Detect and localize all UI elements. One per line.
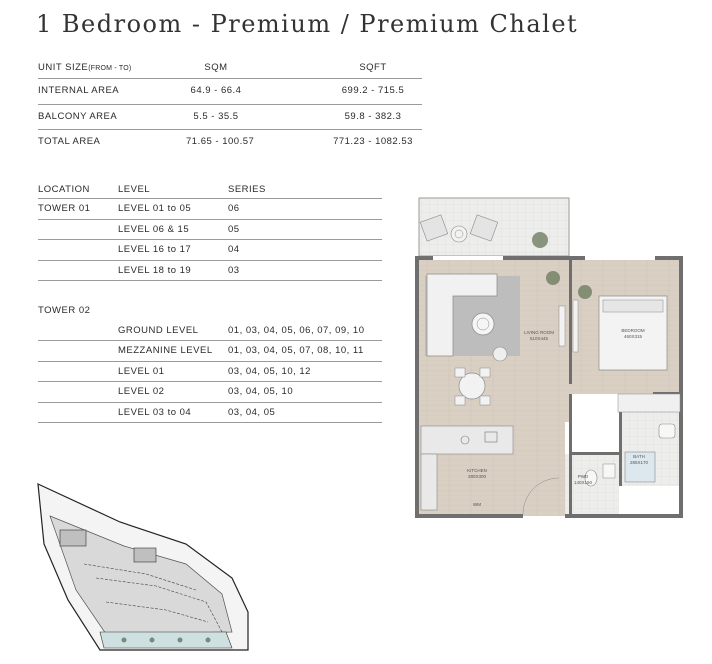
- level-value: MEZZANINE LEVEL: [118, 345, 213, 356]
- table-row: [38, 261, 382, 282]
- series-value: 01, 03, 04, 05, 06, 07, 09, 10: [228, 324, 365, 336]
- table-row: [38, 403, 382, 424]
- table-row: [38, 240, 382, 261]
- series-value: 03: [228, 264, 240, 276]
- sqft-header: SQFT: [359, 62, 387, 73]
- sqm-value: 5.5 - 35.5: [193, 110, 239, 122]
- sqft-value: 771.23 - 1082.53: [333, 136, 413, 147]
- floor-plan: [413, 196, 685, 518]
- tower-02-heading-row: [38, 301, 382, 321]
- table-row: [38, 382, 382, 403]
- pwd-label: PWD: [577, 474, 589, 479]
- pwd-dims: 140X150: [573, 480, 593, 485]
- unit-size-note: (FROM - TO): [88, 65, 132, 72]
- level-header-label: LEVEL: [118, 184, 151, 195]
- balcony-area-row: [38, 105, 422, 131]
- level-value: LEVEL 01 to 05: [118, 203, 192, 214]
- series-value: 03, 04, 05, 10, 12: [228, 365, 311, 377]
- table-row: [38, 199, 382, 220]
- level-value: GROUND LEVEL: [118, 324, 199, 336]
- level-value: LEVEL 02: [118, 386, 165, 397]
- kitchen-label: KITCHEN: [467, 468, 487, 473]
- location-header-label: LOCATION: [38, 184, 90, 195]
- bath-dims: 285X170: [629, 460, 649, 465]
- sqm-value: 71.65 - 100.57: [186, 136, 255, 147]
- level-value: LEVEL 16 to 17: [118, 244, 192, 255]
- living-room-label: LIVING ROOM: [523, 330, 555, 335]
- series-value: 03, 04, 05: [228, 406, 276, 418]
- internal-area-row: [38, 79, 422, 105]
- unit-size-header-label: UNIT SIZE(FROM - TO): [38, 62, 132, 73]
- table-row: [38, 341, 382, 362]
- unit-size-table: [38, 58, 422, 155]
- level-value: LEVEL 06 & 15: [118, 223, 190, 235]
- bath-label: BATH: [633, 454, 645, 459]
- table-row: [38, 321, 382, 342]
- bedroom-label: BEDROOM: [621, 328, 645, 333]
- location-table: [38, 180, 382, 423]
- sqm-value: 64.9 - 66.4: [190, 85, 242, 96]
- series-value: 06: [228, 203, 240, 214]
- table-row: [38, 362, 382, 383]
- living-room-dims: 510X445: [529, 336, 549, 341]
- tower-name: TOWER 01: [38, 203, 91, 214]
- table-row: [38, 220, 382, 241]
- site-plan: [36, 482, 256, 654]
- location-header: [38, 180, 382, 199]
- row-label: TOTAL AREA: [38, 136, 101, 147]
- series-value: 05: [228, 223, 240, 235]
- total-area-row: [38, 130, 422, 155]
- row-label: BALCONY AREA: [38, 110, 118, 122]
- sqft-value: 699.2 - 715.5: [341, 85, 405, 96]
- tower-name: TOWER 02: [38, 305, 91, 316]
- series-value: 01, 03, 04, 05, 07, 08, 10, 11: [228, 345, 364, 356]
- balcony: [419, 198, 569, 256]
- page-title: 1 Bedroom - Premium / Premium Chalet: [36, 10, 579, 38]
- level-value: LEVEL 18 to 19: [118, 264, 192, 276]
- sqm-header: SQM: [204, 62, 228, 73]
- wm-label: WM: [473, 502, 481, 507]
- bedroom-dims: 460X315: [623, 334, 643, 339]
- unit-size-header: [38, 58, 422, 79]
- series-value: 03, 04, 05, 10: [228, 386, 294, 397]
- level-value: LEVEL 01: [118, 365, 165, 377]
- sqft-value: 59.8 - 382.3: [344, 110, 402, 122]
- level-value: LEVEL 03 to 04: [118, 406, 192, 418]
- row-label: INTERNAL AREA: [38, 85, 120, 96]
- series-header-label: SERIES: [228, 184, 266, 195]
- series-value: 04: [228, 244, 240, 255]
- kitchen-dims: 280X300: [467, 474, 487, 479]
